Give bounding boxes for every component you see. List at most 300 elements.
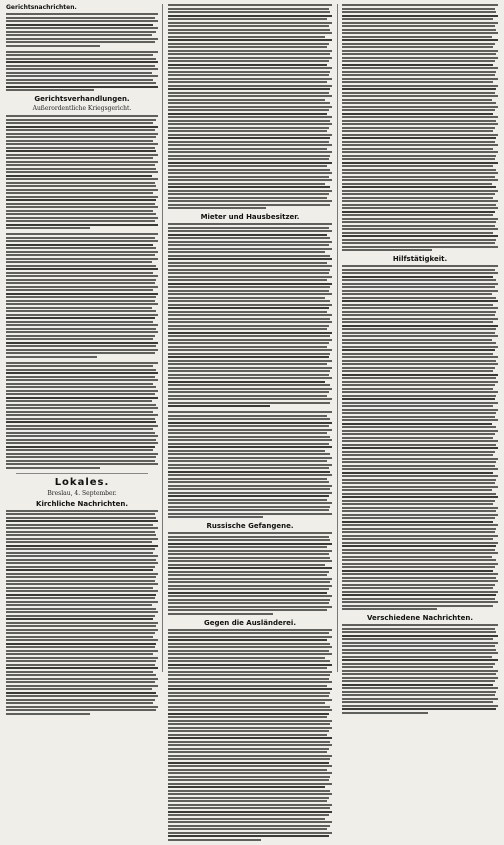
text-line (6, 414, 158, 416)
text-line (342, 542, 498, 544)
text-line (168, 578, 332, 580)
text-line (6, 566, 155, 568)
text-line (6, 449, 153, 451)
text-line (6, 265, 156, 267)
text-line (6, 220, 155, 222)
text-line (6, 13, 158, 15)
text-line (342, 587, 493, 589)
text-line (168, 581, 330, 583)
text-line (6, 233, 158, 235)
text-line (6, 224, 158, 226)
text-line (6, 58, 156, 60)
text-line (6, 171, 158, 173)
text-line (168, 172, 332, 174)
text-line (6, 573, 158, 575)
text-line (342, 684, 493, 686)
text-line (342, 405, 493, 407)
text-line (6, 632, 155, 634)
text-line (168, 828, 327, 830)
text-line (168, 15, 332, 17)
text-line (342, 437, 493, 439)
text-line (168, 127, 329, 129)
text-line (6, 369, 156, 371)
text-line (342, 279, 496, 281)
text-line (342, 649, 496, 651)
text-line (6, 618, 153, 620)
text-line (342, 113, 493, 115)
text-line (168, 811, 332, 813)
text-line (168, 762, 329, 764)
text-line (6, 702, 153, 704)
text-line (168, 241, 332, 243)
text-line (342, 22, 498, 24)
text-line (168, 536, 329, 538)
text-line (342, 276, 493, 278)
text-line (6, 213, 156, 215)
text-line (342, 286, 495, 288)
text-line (342, 221, 496, 223)
text-line (6, 20, 158, 22)
text-line (342, 367, 495, 369)
text-line (168, 223, 332, 225)
text-line (6, 75, 158, 77)
text-line (342, 272, 498, 274)
text-line (6, 611, 158, 613)
text-line (168, 592, 327, 594)
text-line (168, 613, 273, 615)
text-line (342, 363, 498, 365)
text-line (6, 622, 158, 624)
text-line (342, 454, 493, 456)
text-line (168, 116, 332, 118)
text-line (6, 379, 158, 381)
text-line (168, 64, 327, 66)
text-line (168, 460, 327, 462)
text-line (6, 122, 153, 124)
text-line (168, 492, 332, 494)
text-line (342, 374, 498, 376)
text-line (342, 566, 495, 568)
text-line (168, 46, 327, 48)
text-line (168, 137, 330, 139)
text-line (342, 325, 498, 327)
text-line (168, 227, 329, 229)
text-line (342, 535, 498, 537)
text-line (168, 632, 329, 634)
text-line (6, 629, 158, 631)
text-line (168, 109, 329, 111)
text-line (342, 656, 492, 658)
text-line (6, 251, 158, 253)
text-line (342, 148, 493, 150)
text-line (342, 151, 498, 153)
text-line (342, 300, 498, 302)
text-line (168, 67, 332, 69)
text-line (342, 311, 496, 313)
text-line (6, 527, 158, 529)
text-line (6, 442, 158, 444)
text-line (168, 678, 329, 680)
text-line (168, 155, 330, 157)
text-line (168, 793, 332, 795)
text-line (168, 532, 332, 534)
text-line (6, 411, 153, 413)
text-line (6, 594, 156, 596)
text-line (342, 451, 495, 453)
text-line (342, 130, 493, 132)
article-paragraph (6, 115, 158, 229)
text-line (168, 539, 330, 541)
text-line (342, 39, 498, 41)
text-line (168, 141, 329, 143)
text-line (342, 78, 498, 80)
text-line (342, 489, 492, 491)
text-line (342, 137, 496, 139)
text-line (168, 546, 327, 548)
text-line (342, 144, 498, 146)
text-line (168, 832, 332, 834)
text-line (342, 127, 495, 129)
text-line (342, 598, 495, 600)
text-line (6, 393, 155, 395)
text-line (6, 182, 155, 184)
text-line (6, 559, 156, 561)
text-line (168, 384, 330, 386)
text-line (168, 660, 330, 662)
text-line (6, 407, 158, 409)
text-line (168, 183, 325, 185)
text-line (6, 247, 156, 249)
text-line (168, 276, 332, 278)
text-line (168, 144, 332, 146)
text-line (342, 74, 495, 76)
article-paragraph (6, 362, 158, 469)
text-line (6, 293, 158, 295)
text-line (168, 474, 332, 476)
text-line (168, 29, 330, 31)
text-line (342, 307, 498, 309)
text-line (168, 713, 329, 715)
text-line (168, 709, 332, 711)
text-line (168, 807, 330, 809)
text-line (6, 147, 155, 149)
text-line (168, 39, 332, 41)
text-line (6, 79, 153, 81)
text-line (342, 293, 492, 295)
text-line (6, 439, 156, 441)
text-line (6, 699, 155, 701)
text-line (168, 639, 327, 641)
text-line (6, 643, 156, 645)
text-line (342, 179, 498, 181)
text-line (342, 158, 495, 160)
text-line (168, 148, 327, 150)
text-line (6, 460, 155, 462)
text-line (168, 402, 330, 404)
text-line (168, 664, 332, 666)
text-line (6, 240, 158, 242)
text-line (342, 214, 493, 216)
text-line (342, 18, 493, 20)
text-line (342, 102, 496, 104)
text-line (168, 481, 329, 483)
text-line (342, 631, 496, 633)
text-line (168, 783, 332, 785)
text-line (168, 446, 332, 448)
text-line (6, 538, 158, 540)
text-line (6, 206, 158, 208)
text-line (6, 660, 156, 662)
text-line (6, 580, 155, 582)
text-line (168, 398, 332, 400)
text-line (6, 317, 155, 319)
text-line (6, 272, 153, 274)
text-line (342, 500, 495, 502)
text-line (6, 86, 158, 88)
text-line (168, 286, 330, 288)
text-line (342, 335, 498, 337)
text-line (6, 38, 158, 40)
text-line (168, 335, 330, 337)
text-line (6, 664, 155, 666)
text-line (168, 495, 329, 497)
text-line (342, 552, 498, 554)
text-line (168, 85, 332, 87)
text-line (342, 304, 493, 306)
section-heading: Gerichtsnachrichten. (6, 4, 77, 11)
text-line (342, 698, 498, 700)
text-line (168, 429, 332, 431)
text-line (168, 60, 329, 62)
text-line (342, 134, 498, 136)
text-line (342, 88, 496, 90)
text-line (342, 29, 496, 31)
text-line (342, 580, 498, 582)
text-line (6, 383, 153, 385)
text-line (168, 471, 330, 473)
text-line (6, 463, 158, 465)
text-line (342, 207, 498, 209)
text-line (6, 185, 156, 187)
text-line (168, 599, 330, 601)
text-line (6, 338, 153, 340)
text-line (168, 106, 332, 108)
text-line (6, 258, 158, 260)
text-line (168, 716, 327, 718)
text-line (342, 465, 495, 467)
text-line (168, 332, 332, 334)
text-line (168, 692, 330, 694)
text-line (6, 639, 158, 641)
text-line (6, 307, 152, 309)
text-line (6, 555, 158, 557)
text-line (342, 81, 493, 83)
text-line (6, 254, 155, 256)
text-line (342, 165, 493, 167)
text-line (342, 388, 493, 390)
text-line (168, 230, 332, 232)
text-line (168, 134, 332, 136)
text-line (342, 50, 498, 52)
text-line (342, 349, 495, 351)
text-line (342, 169, 496, 171)
text-line (168, 744, 332, 746)
text-line (342, 507, 498, 509)
text-line (168, 432, 327, 434)
text-line (6, 244, 153, 246)
text-line (168, 488, 330, 490)
text-line (168, 169, 330, 171)
text-line (342, 67, 498, 69)
text-line (168, 595, 332, 597)
text-line (168, 411, 332, 413)
text-line (168, 804, 332, 806)
text-line (168, 339, 332, 341)
text-line (168, 574, 327, 576)
text-line (342, 605, 493, 607)
text-line (6, 275, 158, 277)
text-line (342, 200, 498, 202)
text-line (168, 737, 332, 739)
text-line (342, 246, 498, 248)
text-line (168, 179, 332, 181)
text-line (168, 251, 325, 253)
text-line (168, 765, 332, 767)
text-line (168, 165, 327, 167)
text-line (342, 225, 495, 227)
text-line (6, 282, 155, 284)
text-line (168, 120, 330, 122)
text-line (6, 453, 158, 455)
text-line (168, 92, 329, 94)
text-line (342, 416, 495, 418)
text-line (342, 116, 498, 118)
text-line (342, 601, 498, 603)
article-paragraph (168, 532, 332, 615)
text-line (342, 95, 498, 97)
text-line (6, 421, 156, 423)
text-line (6, 706, 158, 708)
text-line (342, 691, 496, 693)
text-line (342, 545, 496, 547)
text-line (6, 510, 158, 512)
section-heading: Mieter und Hausbesitzer. (200, 213, 300, 221)
text-line (168, 53, 330, 55)
text-line (6, 150, 156, 152)
text-line (342, 398, 495, 400)
text-line (342, 444, 496, 446)
text-line (6, 681, 155, 683)
text-line (6, 517, 156, 519)
text-line (342, 670, 498, 672)
text-line (342, 109, 495, 111)
text-line (342, 120, 496, 122)
text-line (342, 186, 496, 188)
text-line (168, 367, 332, 369)
text-line (168, 567, 332, 569)
text-line (6, 136, 156, 138)
text-line (168, 457, 332, 459)
text-line (168, 585, 332, 587)
text-line (168, 800, 327, 802)
text-line (342, 645, 495, 647)
text-line (168, 283, 332, 285)
text-line (6, 562, 158, 564)
text-line (342, 624, 498, 626)
text-line (342, 563, 498, 565)
text-line (168, 162, 332, 164)
article-paragraph (6, 13, 158, 47)
text-line (342, 318, 498, 320)
text-line (6, 418, 155, 420)
text-line (168, 25, 329, 27)
text-line (342, 176, 495, 178)
text-line (342, 412, 496, 414)
text-line (168, 443, 329, 445)
article-paragraph (342, 4, 498, 251)
text-line (342, 235, 498, 237)
text-line (168, 356, 329, 358)
text-line (342, 381, 498, 383)
text-line (6, 590, 158, 592)
text-line (168, 176, 329, 178)
text-line (168, 485, 332, 487)
text-line (168, 200, 332, 202)
article-paragraph (6, 510, 158, 715)
text-line (342, 493, 496, 495)
section-subheading: Breslau, 4. September. (47, 489, 117, 497)
text-line (342, 708, 496, 710)
text-line (168, 22, 332, 24)
text-line (342, 472, 493, 474)
text-line (342, 123, 498, 125)
text-line (6, 72, 152, 74)
text-line (342, 663, 495, 665)
text-line (168, 734, 327, 736)
text-line (168, 8, 329, 10)
text-line (342, 197, 493, 199)
column-2 (168, 4, 332, 845)
text-line (342, 141, 495, 143)
text-line (168, 405, 270, 407)
text-line (168, 391, 329, 393)
text-line (168, 318, 330, 320)
text-line (6, 352, 155, 354)
text-line (342, 332, 495, 334)
text-line (342, 64, 493, 66)
text-line (168, 835, 329, 837)
text-line (342, 666, 493, 668)
text-line (168, 478, 327, 480)
text-line (6, 534, 156, 536)
text-line (342, 242, 495, 244)
text-line (168, 32, 332, 34)
text-line (6, 31, 156, 33)
text-line (342, 440, 498, 442)
text-line (168, 453, 330, 455)
text-line (168, 629, 332, 631)
text-line (168, 248, 332, 250)
text-line (168, 314, 332, 316)
article-paragraph (342, 624, 498, 714)
text-line (168, 464, 332, 466)
text-line (168, 588, 329, 590)
text-line (6, 386, 156, 388)
text-line (6, 432, 155, 434)
text-line (342, 496, 498, 498)
article-paragraph (6, 233, 158, 358)
text-line (168, 667, 327, 669)
